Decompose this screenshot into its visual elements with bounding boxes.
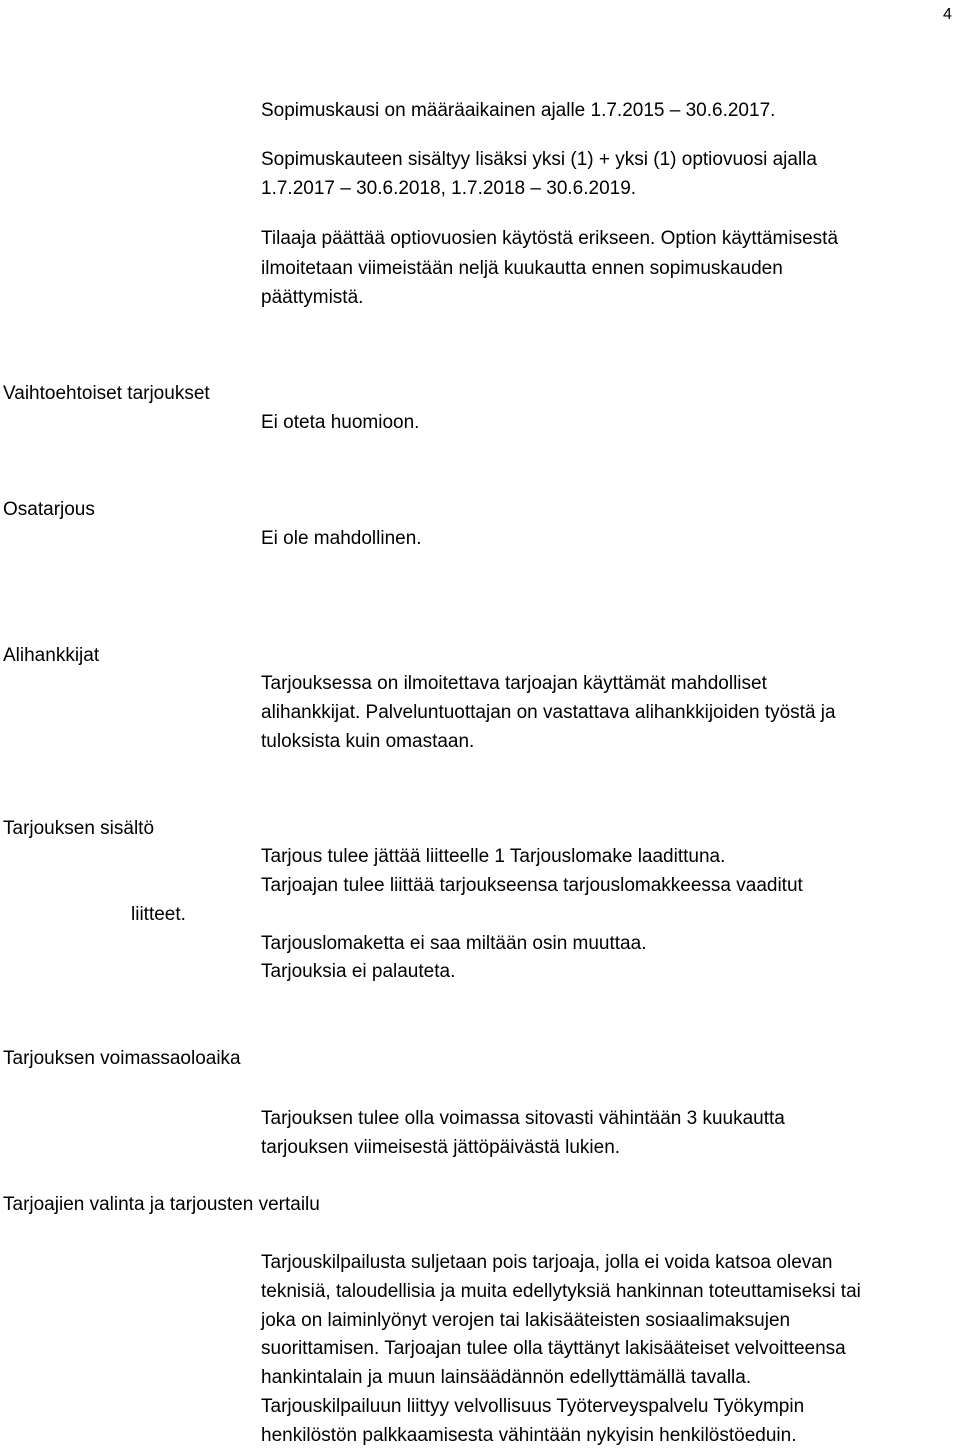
section-text: Tarjouksia ei palauteta. <box>261 961 456 982</box>
section-text: Tarjouksen tulee olla voimassa sitovasti vähintään 3 kuukautta <box>261 1108 785 1129</box>
section-text: Ei oteta huomioon. <box>261 412 420 433</box>
section-text: tarjouksen viimeisestä jättöpäivästä lukien. <box>261 1137 621 1158</box>
option-years-text: Sopimuskauteen sisältyy lisäksi yksi (1) + yksi (1) optiovuosi ajalla <box>261 149 817 170</box>
option-decision-text-cont: ilmoitetaan viimeistään neljä kuukautta ennen sopimuskauden <box>261 258 783 279</box>
section-heading: Alihankkijat <box>3 645 100 666</box>
section-text-wrapped: liitteet. <box>131 904 186 925</box>
section-heading: Tarjoajien valinta ja tarjousten vertailu <box>3 1194 320 1215</box>
section-text: hankintalain ja muun lainsäädännön edellyttämällä tavalla. <box>261 1367 752 1388</box>
option-decision-text: Tilaaja päättää optiovuosien käytöstä erikseen. Option käyttämisestä <box>261 228 839 249</box>
section-text: Tarjouksessa on ilmoitettava tarjoajan käyttämät mahdolliset <box>261 673 767 694</box>
section-heading: Tarjouksen voimassaoloaika <box>3 1048 241 1069</box>
section-heading: Osatarjous <box>3 499 95 520</box>
section-text: Tarjouslomaketta ei saa miltään osin muuttaa. <box>261 933 647 954</box>
section-text: suorittamisen. Tarjoajan tulee olla täyttänyt lakisääteiset velvoitteensa <box>261 1338 846 1359</box>
option-decision-text-end: päättymistä. <box>261 287 364 308</box>
contract-period-text: Sopimuskausi on määräaikainen ajalle 1.7.2015 – 30.6.2017. <box>261 100 776 121</box>
section-text: henkilöstön palkkaamisesta vähintään nykyisin henkilöstöeduin. <box>261 1425 797 1446</box>
section-text: joka on laiminlyönyt verojen tai lakisääteisten sosiaalimaksujen <box>261 1310 791 1331</box>
section-text: Tarjouskilpailusta suljetaan pois tarjoaja, jolla ei voida katsoa olevan <box>261 1252 833 1273</box>
section-heading: Tarjouksen sisältö <box>3 818 155 839</box>
section-text: alihankkijat. Palveluntuottajan on vastattava alihankkijoiden työstä ja <box>261 702 836 723</box>
section-heading: Vaihtoehtoiset tarjoukset <box>3 383 210 404</box>
section-text: Tarjous tulee jättää liitteelle 1 Tarjouslomake laadittuna. <box>261 846 726 867</box>
section-text: Ei ole mahdollinen. <box>261 528 422 549</box>
option-years-text-cont: 1.7.2017 – 30.6.2018, 1.7.2018 – 30.6.2019. <box>261 178 637 199</box>
section-text: Tarjouskilpailuun liittyy velvollisuus Työterveyspalvelu Työkympin <box>261 1396 805 1417</box>
section-text: teknisiä, taloudellisia ja muita edellytyksiä hankinnan toteuttamiseksi tai <box>261 1281 861 1302</box>
section-text: tuloksista kuin omastaan. <box>261 731 475 752</box>
section-text: Tarjoajan tulee liittää tarjoukseensa tarjouslomakkeessa vaaditut <box>261 875 803 896</box>
page-number: 4 <box>943 6 952 23</box>
